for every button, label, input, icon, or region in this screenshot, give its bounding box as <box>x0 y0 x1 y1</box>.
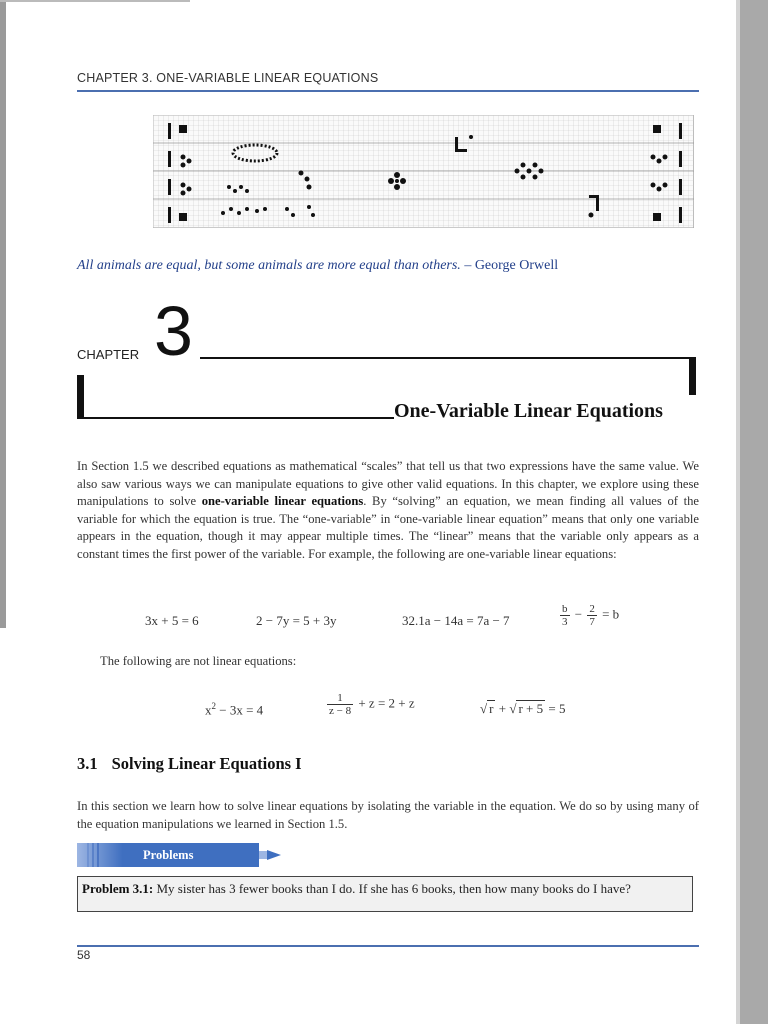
sqrt-symbol: √ <box>480 701 488 716</box>
running-head: CHAPTER 3. ONE-VARIABLE LINEAR EQUATIONS <box>77 71 379 85</box>
section-intro-paragraph: In this section we learn how to solve linear equations by isolating the variable in the equation. We do so by using many of the equation manipulations we learned in Section 1.5. <box>77 799 699 831</box>
linear-example-1: 3x + 5 = 6 <box>145 613 199 628</box>
linear-example-2: 2 − 7y = 5 + 3y <box>256 613 337 628</box>
section-heading <box>77 754 302 774</box>
chapter-word: CHAPTER <box>77 347 140 362</box>
linear-example-3: 32.1a − 14a = 7a − 7 <box>402 613 510 628</box>
problem-text: My sister has 3 fewer books than I do. If she has 6 books, then how many books do I have? <box>153 881 631 896</box>
chapter-number: 3 <box>154 292 193 370</box>
chapter-title: One-Variable Linear Equations <box>394 400 663 422</box>
epigraph-attribution: – George Orwell <box>460 258 559 273</box>
chapter-banner-grid-art <box>153 115 694 228</box>
sqrt-symbol: √ <box>509 701 517 716</box>
epigraph-quote: All animals are equal, but some animals are more equal than others. <box>77 258 461 273</box>
nonlinear-example-1: $x^2 - 3x = 4$ <box>205 701 264 718</box>
intro-paragraph <box>77 458 699 564</box>
page-number: 58 <box>77 948 91 962</box>
section-title: Solving Linear Equations I <box>111 754 302 773</box>
section-number: 3.1 <box>77 754 98 773</box>
problems-label: Problems <box>143 848 194 862</box>
epigraph <box>77 258 558 274</box>
chapter-rule-top <box>200 357 695 359</box>
intro-text-2: . By “solving” an equation, we mean finding all values of the variable for which the equation is true. The “one-variable” in “one-variable linear equation” means that only one variable appears in the equation, though it may appear multiple times. The “linear” means that the variable only appears as a constant times the first power of the variable. For example, the following are one-variable linear equations: <box>77 494 699 561</box>
scan-top-mark <box>0 0 190 2</box>
problem-label: Problem 3.1: <box>82 881 154 896</box>
fraction-1-over-z-minus-8: $\frac{1}{z - 8}$ <box>329 692 352 717</box>
fraction-2-over-7: $\frac{2}{7}$ <box>589 603 595 628</box>
scan-edge-right <box>740 0 768 1024</box>
nonlinear-example-2: $\frac{1}{z - 8}$ + z = 2 + z <box>329 692 415 717</box>
nonlinear-example-3: √ r + √ r + 5 = 5 <box>480 701 566 716</box>
intro-text-1: In Section 1.5 we described equations as mathematical “scales” that tell us that two expressions have the same value. We also saw various ways we can manipulate equations to give other valid equations. In this chapter, we explore using these manipulations to solve <box>77 459 699 509</box>
intro-bold-term: one-variable linear equations <box>201 494 364 509</box>
header-rule <box>77 90 699 92</box>
chapter-bar-left <box>77 375 84 419</box>
footer-rule <box>77 945 699 947</box>
problem-box <box>77 876 693 912</box>
chapter-rule-bottom <box>84 417 394 419</box>
chapter-bar-right <box>689 357 696 395</box>
not-linear-intro: The following are not linear equations: <box>100 654 297 668</box>
fraction-b-over-3: $\frac{b}{3}$ <box>562 603 568 628</box>
linear-example-4: $\frac{b}{3}$ − $\frac{2}{7}$ = b <box>562 603 620 628</box>
scan-edge-left <box>0 0 6 628</box>
